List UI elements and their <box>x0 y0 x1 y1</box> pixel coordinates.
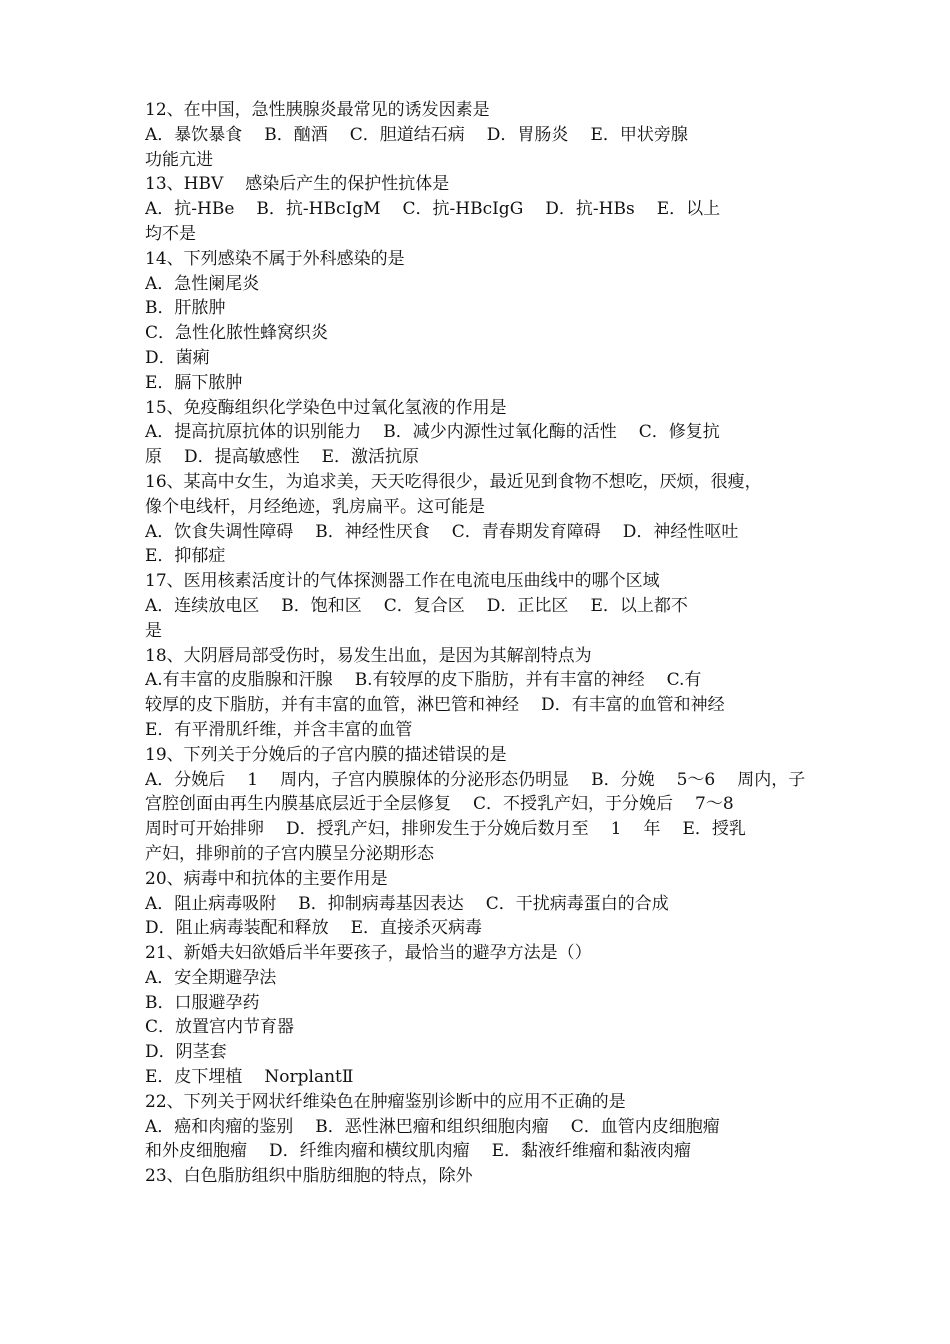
text-line: D．菌痢 <box>145 347 210 368</box>
text-line: 14、下列感染不属于外科感染的是 <box>145 248 405 269</box>
text-line: E．有平滑肌纤维，并含丰富的血管 <box>145 719 413 740</box>
text-line: A.有丰富的皮脂腺和汗腺 B.有较厚的皮下脂肪，并有丰富的神经 C.有 <box>145 670 702 691</box>
text-line: C．放置宫内节育器 <box>145 1017 295 1038</box>
text-line: A．癌和肉瘤的鉴别 B．恶性淋巴瘤和组织细胞肉瘤 C．血管内皮细胞瘤 <box>145 1116 720 1137</box>
text-line: 22、下列关于网状纤维染色在肿瘤鉴别诊断中的应用不正确的是 <box>145 1091 626 1112</box>
text-line: 18、大阴唇局部受伤时，易发生出血，是因为其解剖特点为 <box>145 645 592 666</box>
text-line: 原 D．提高敏感性 E．激活抗原 <box>145 447 420 468</box>
text-line: 周时可开始排卵 D．授乳产妇，排卵发生于分娩后数月至 1 年 E．授乳 <box>145 819 746 840</box>
text-line: 和外皮细胞瘤 D．纤维肉瘤和横纹肌肉瘤 E．黏液纤维瘤和黏液肉瘤 <box>145 1141 692 1162</box>
text-line: A．抗-HBe B．抗-HBcIgM C．抗-HBcIgG D．抗-HBs E．以上 <box>145 199 721 220</box>
text-line: A．提高抗原抗体的识别能力 B．减少内源性过氧化酶的活性 C．修复抗 <box>145 422 720 443</box>
text-line: 12、在中国，急性胰腺炎最常见的诱发因素是 <box>145 100 490 120</box>
text-line: D．阻止病毒装配和释放 E．直接杀灭病毒 <box>145 918 483 939</box>
text-line: 像个电线杆，月经绝迹，乳房扁平。这可能是 <box>145 496 485 517</box>
text-line: 是 <box>145 620 162 641</box>
document-page <box>145 98 807 1189</box>
text-line: 19、下列关于分娩后的子宫内膜的描述错误的是 <box>145 744 507 765</box>
text-line: 20、病毒中和抗体的主要作用是 <box>145 868 388 889</box>
text-line: 21、新婚夫妇欲婚后半年要孩子，最恰当的避孕方法是（） <box>145 943 592 964</box>
text-line: B．肝脓肿 <box>145 298 226 319</box>
text-line: 宫腔创面由再生内膜基底层近于全层修复 C．不授乳产妇，于分娩后 7～8 <box>145 794 734 815</box>
text-line: A．暴饮暴食 B．酗酒 C．胆道结石病 D．胃肠炎 E．甲状旁腺 <box>145 124 688 145</box>
text-line: 均不是 <box>145 223 196 244</box>
text-line: E．膈下脓肿 <box>145 372 243 393</box>
text-line: A．分娩后 1 周内，子宫内膜腺体的分泌形态仍明显 B．分娩 5～6 周内，子 <box>145 769 806 790</box>
text-line: C．急性化脓性蜂窝织炎 <box>145 323 329 344</box>
text-line: 功能亢进 <box>145 149 213 170</box>
text-line: 较厚的皮下脂肪，并有丰富的血管，淋巴管和神经 D．有丰富的血管和神经 <box>145 695 725 716</box>
text-line: E．抑郁症 <box>145 546 226 567</box>
text-line: A．连续放电区 B．饱和区 C．复合区 D．正比区 E．以上都不 <box>145 595 688 616</box>
text-line: A．阻止病毒吸附 B．抑制病毒基因表达 C．干扰病毒蛋白的合成 <box>145 893 669 914</box>
text-line: 16、某高中女生，为追求美，天天吃得很少，最近见到食物不想吃，厌烦，很瘦， <box>145 471 762 492</box>
text-line: A．急性阑尾炎 <box>145 273 260 294</box>
text-line: 17、医用核素活度计的气体探测器工作在电流电压曲线中的哪个区域 <box>145 571 660 592</box>
text-line: D．阴茎套 <box>145 1042 227 1063</box>
text-line: B．口服避孕药 <box>145 992 260 1013</box>
text-line: 15、免疫酶组织化学染色中过氧化氢液的作用是 <box>145 397 507 418</box>
text-line: 产妇，排卵前的子宫内膜呈分泌期形态 <box>145 843 434 864</box>
text-line: 23、白色脂肪组织中脂肪细胞的特点，除外 <box>145 1166 473 1187</box>
text-line: 13、HBV 感染后产生的保护性抗体是 <box>145 174 450 195</box>
text-line: E．皮下埋植 NorplantⅡ <box>145 1067 354 1088</box>
text-line: A．饮食失调性障碍 B．神经性厌食 C．青春期发育障碍 D．神经性呕吐 <box>145 521 739 542</box>
text-line: A．安全期避孕法 <box>145 967 277 988</box>
